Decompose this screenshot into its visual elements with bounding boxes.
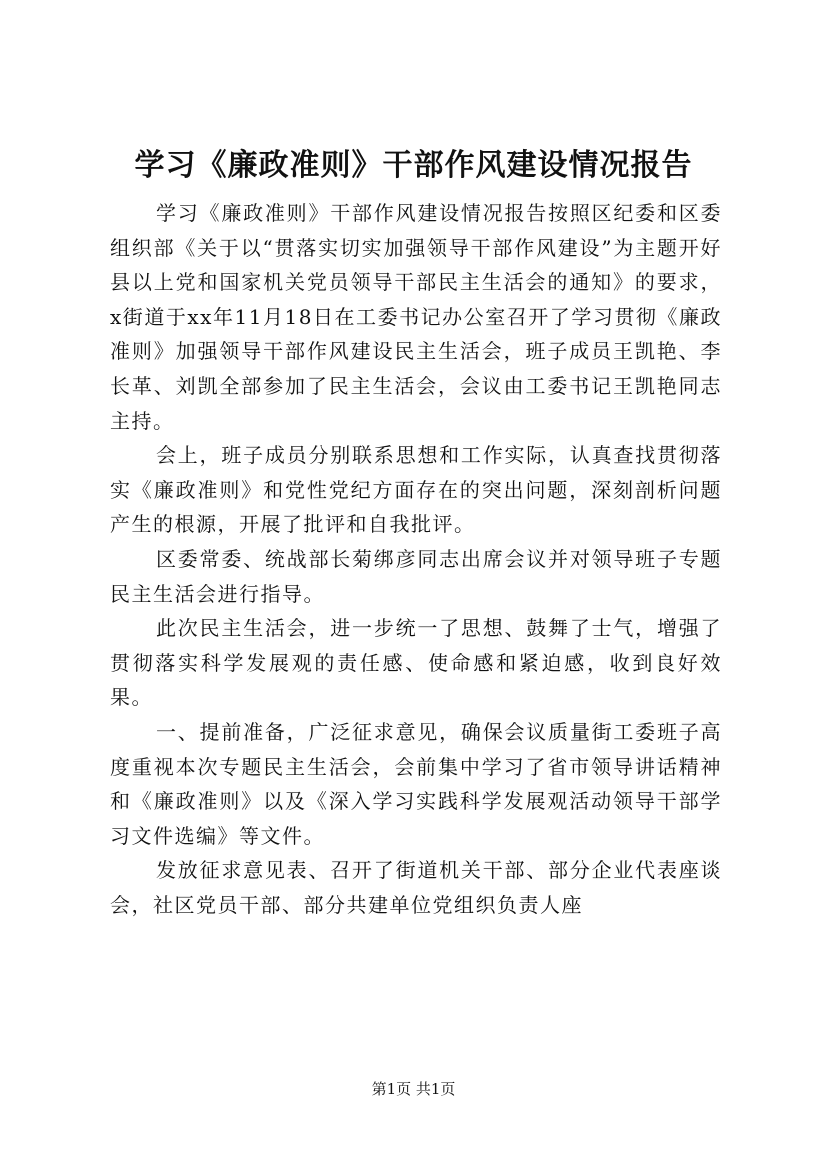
paragraph-3: 区委常委、统战部长菊绑彦同志出席会议并对领导班子专题民主生活会进行指导。 <box>110 546 722 606</box>
page-number-footer: 第1页 共1页 <box>371 1080 456 1098</box>
document-title: 学习《廉政准则》干部作风建设情况报告 <box>134 148 693 183</box>
paragraph-5: 一、提前准备，广泛征求意见，确保会议质量街工委班子高度重视本次专题民主生活会，会前集中学习了省市领导讲话精神和《廉政准则》以及《深入学习实践科学发展观活动领导干部学习文件选编》等文件。 <box>110 719 722 848</box>
paragraph-2: 会上，班子成员分别联系思想和工作实际，认真查找贯彻落实《廉政准则》和党性党纪方面存在的突出问题，深刻剖析问题产生的根源，开展了批评和自我批评。 <box>110 443 722 537</box>
document-body <box>110 196 722 922</box>
paragraph-6: 发放征求意见表、召开了街道机关干部、部分企业代表座谈会，社区党员干部、部分共建单位党组织负责人座 <box>110 858 722 917</box>
paragraph-1: 学习《廉政准则》干部作风建设情况报告按照区纪委和区委组织部《关于以“贯落实切实加强领导干部作风建设”为主题开好县以上党和国家机关党员领导干部民主生活会的通知》的要求，x街道于xx年11月18日在工委书记办公室召开了学习贯彻《廉政准则》加强领导干部作风建设民主生活会，班子成员王凯艳、李长革、刘凯全部参加了民主生活会，会议由工委书记王凯艳同志主持。 <box>110 201 722 433</box>
paragraph-4: 此次民主生活会，进一步统一了思想、鼓舞了士气，增强了贯彻落实科学发展观的责任感、使命感和紧迫感，收到良好效果。 <box>110 616 722 710</box>
